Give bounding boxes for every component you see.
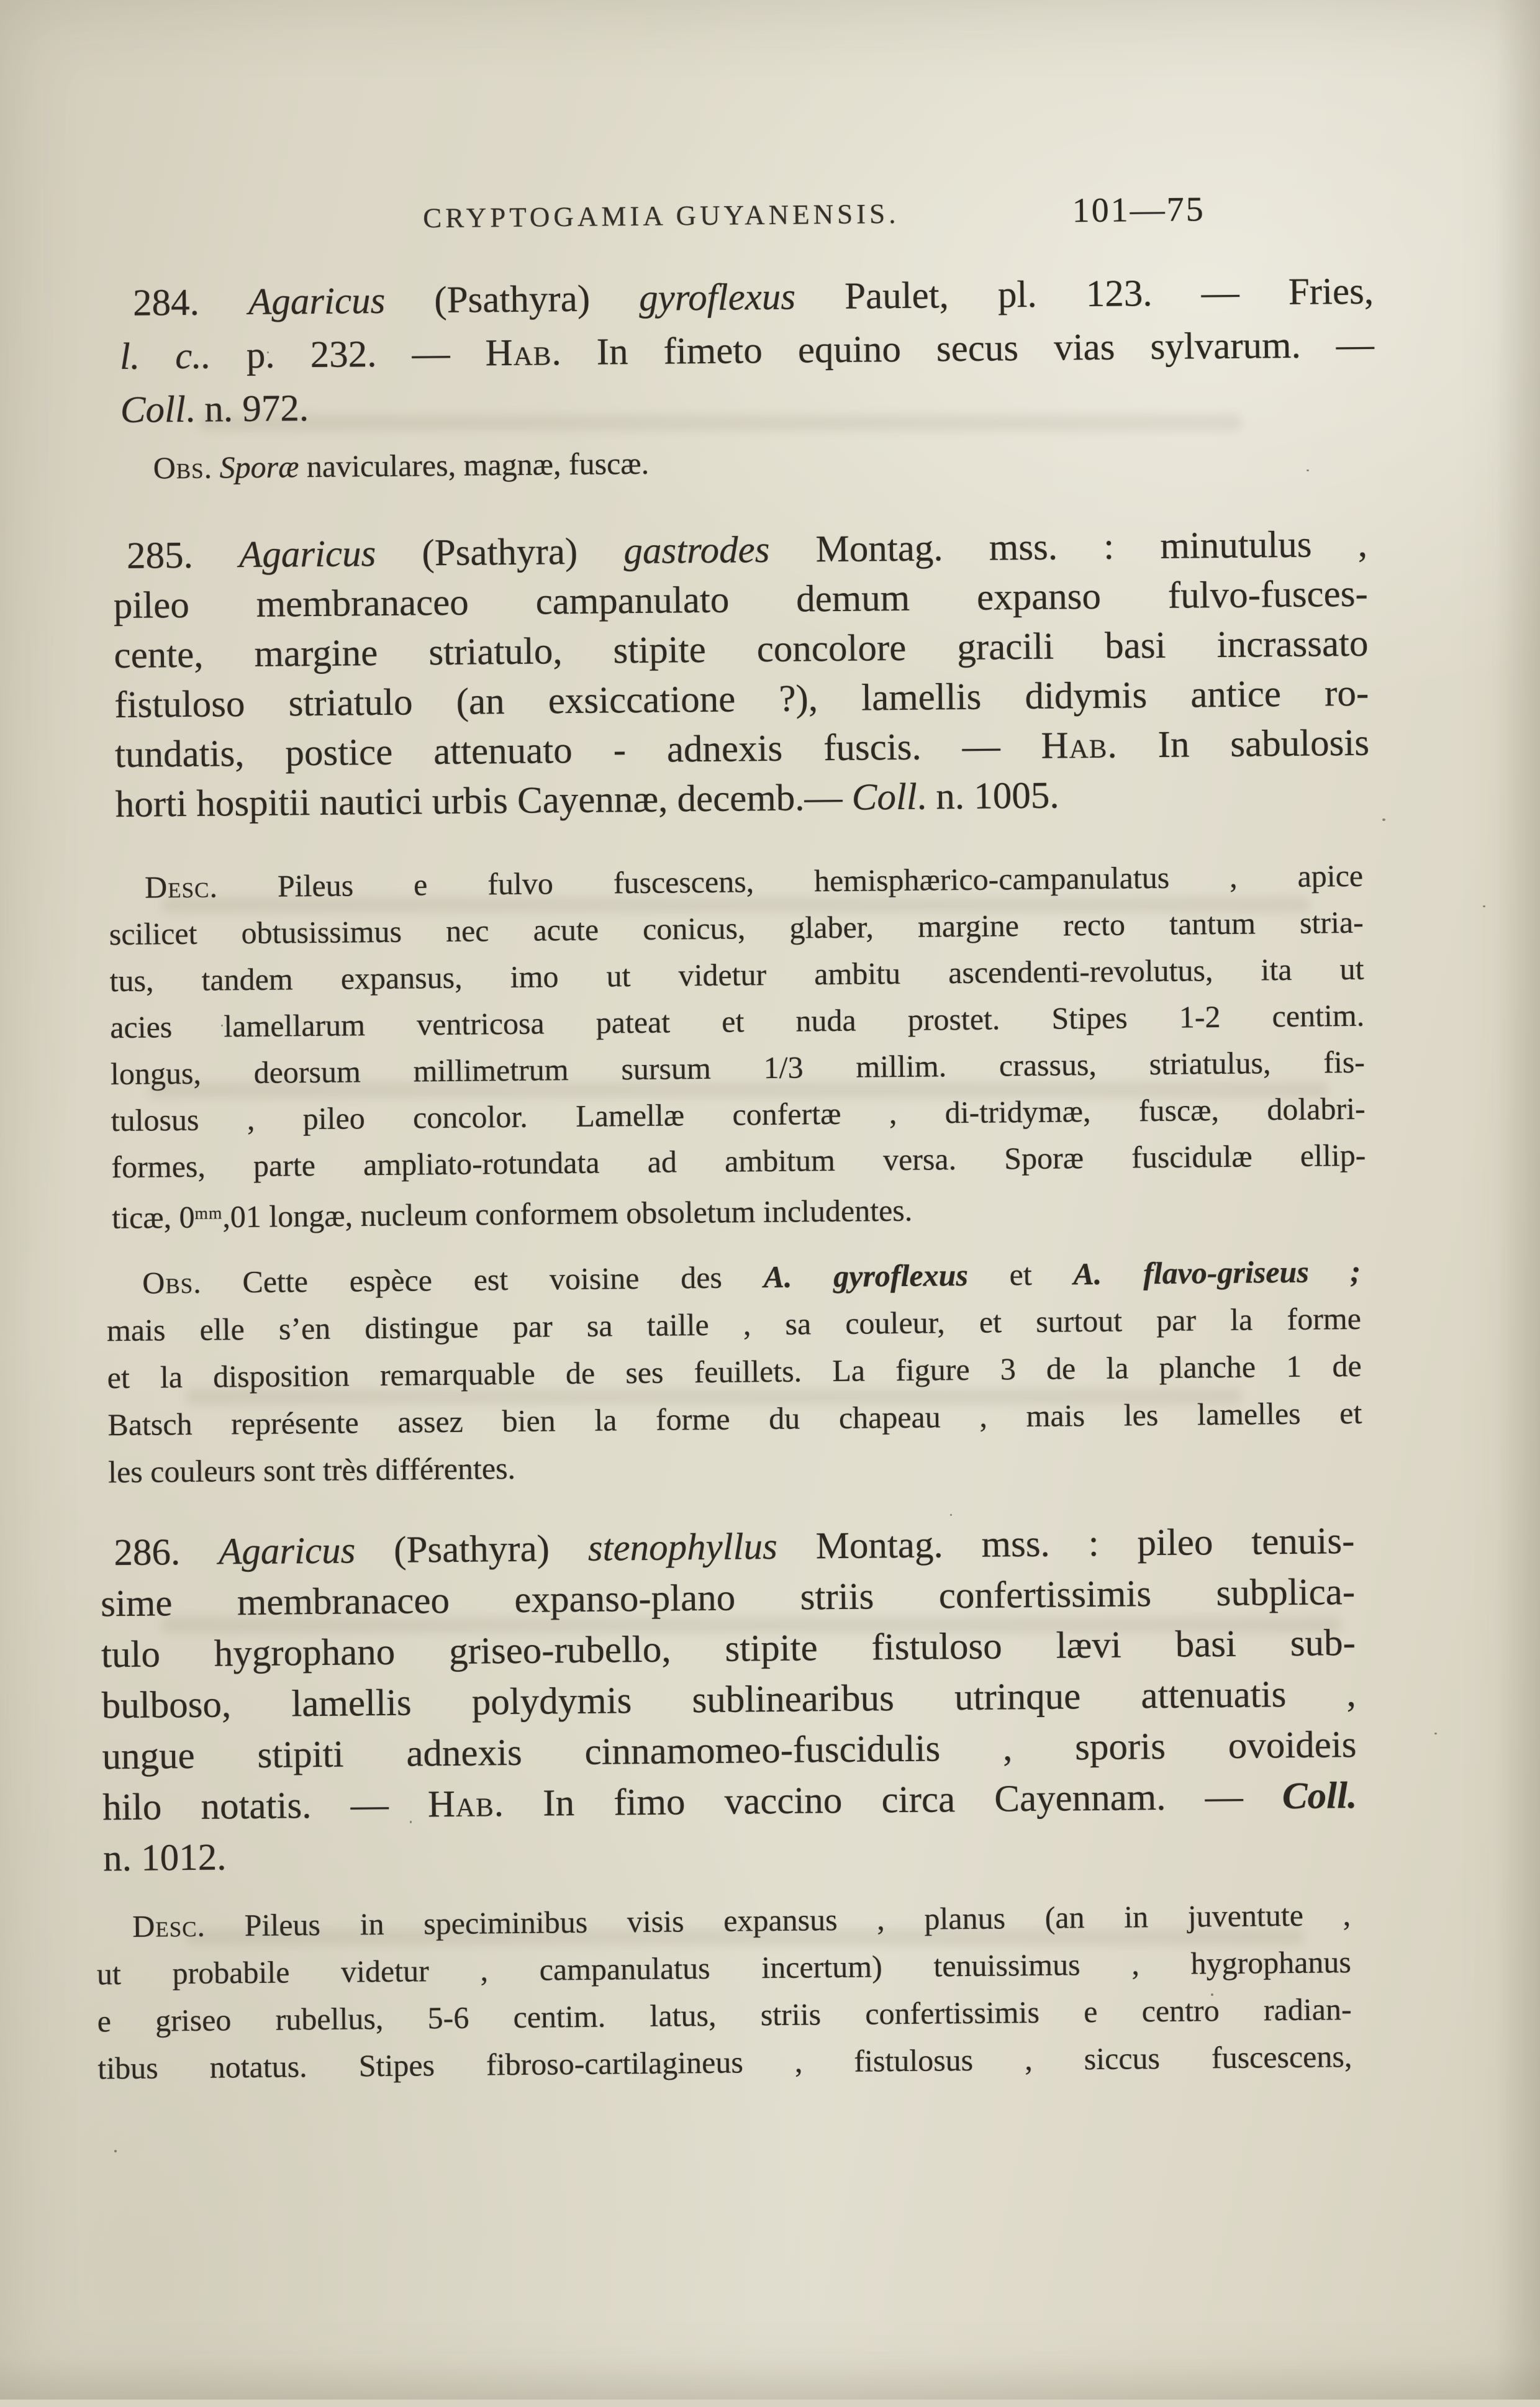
text-line: formes, parte ampliato-rotundata ad ambitum versa. Sporæ fuscidulæ ellip- [111,1137,1366,1185]
paragraph-obs-285 [106,1248,1363,1495]
text-line: 286. Agaricus (Psathyra) stenophyllus Montag. mss. : pileo tenuis- [114,1520,1355,1574]
text-line: tundatis, postice attenuato - adnexis fuscis. — Hab. In sabulosis [114,722,1370,776]
text-line: 285. Agaricus (Psathyra) gastrodes Montag. mss. : minutulus , [126,523,1368,577]
page-edge-shadow-bottom [0,2356,1540,2400]
text-line: mais elle s’en distingue par sa taille , sa couleur, et surtout par la forme [106,1300,1362,1348]
text-line: bulboso, lamellis polydymis sublinearibus utrinque attenuatis , [101,1672,1357,1727]
text-line: scilicet obtusissimus nec acute conicus, glaber, margine recto tantum stria- [109,904,1364,952]
text-line: tulosus , pileo concolor. Lamellæ confertæ , di-tridymæ, fuscæ, dolabri- [111,1090,1366,1138]
text-line: tulo hygrophano griseo-rubello, stipite fistuloso lævi basi sub- [101,1621,1356,1676]
paragraph-desc-285 [109,853,1367,1241]
text-line: Batsch représente assez bien la forme du chapeau , mais les lamelles et [107,1395,1362,1443]
paragraph-entry-284 [119,265,1375,437]
text-line: pileo membranaceo campanulato demum expanso fulvo-fusces- [113,573,1369,627]
text-line: longus, deorsum millimetrum sursum 1/3 millim. crassus, striatulus, fis- [110,1044,1366,1092]
text-line: et la disposition remarquable de ses feuillets. La figure 3 de la planche 1 de [107,1348,1362,1395]
paragraph-entry-285 [113,520,1370,830]
text-line: Obs. Sporæ naviculares, magnæ, fuscæ. [153,445,650,486]
text-line: ungue stipiti adnexis cinnamomeo-fuscidulis , sporis ovoideis [102,1723,1357,1778]
text-line: l. c.. p. 232. — Hab. In fimeto equino secus vias sylvarum. — [119,324,1375,378]
page-edge-shadow-right [1495,0,1540,2400]
text-line: 284. Agaricus (Psathyra) gyroflexus Paulet, pl. 123. — Fries, [132,270,1374,324]
paragraph-desc-286 [96,1891,1352,2092]
text-line: Desc. Pileus e fulvo fuscescens, hemisphærico-campanulatus , apice [144,858,1364,905]
text-line: cente, margine striatulo, stipite concolore gracili basi incrassato [114,622,1369,677]
paragraph-obs-284 [117,433,1372,492]
text-line: fistuloso striatulo (an exsiccatione ?), lamellis didymis antice ro- [114,672,1369,727]
text-line: tibus notatus. Stipes fibroso-cartilagineus , fistulosus , siccus fuscescens, [97,2039,1352,2086]
text-line: Coll. n. 972. [120,388,309,431]
text-line: ticæ, $0^{mm},01$ longæ, nucleum conformem obsoletum includentes. [111,1192,913,1235]
text-line: Desc. Pileus in speciminibus visis expansus , planus (an in juventute , [132,1897,1351,1944]
text-line: les couleurs sont très différentes. [107,1450,516,1490]
text-line: hilo notatis. — Hab. In fimo vaccino circa Cayennam. — Coll. [102,1774,1357,1829]
paragraph-entry-286 [100,1516,1357,1884]
text-line: e griseo rubellus, 5-6 centim. latus, striis confertissimis e centro radian- [97,1992,1352,2039]
text-line: sime membranaceo expanso-plano striis confertissimis subplica- [100,1571,1356,1625]
text-line: acies lamellarum ventricosa pateat et nuda prostet. Stipes 1-2 centim. [110,997,1365,1045]
page-number: 101—75 [1072,190,1206,230]
text-line: Obs. Cette espèce est voisine des A. gyroflexus et A. flavo-griseus ; [142,1253,1361,1300]
text-line: tus, tandem expansus, imo ut videtur ambitu ascendenti-revolutus, ita ut [109,951,1364,999]
running-title: CRYPTOGAMIA GUYANENSIS. [422,197,900,234]
text-line: n. 1012. [102,1836,227,1880]
text-line: ut probabile videtur , campanulatus incertum) tenuissimus , hygrophanus [96,1944,1352,1992]
text-line: horti hospitii nautici urbis Cayennæ, decemb.— Coll. n. 1005. [115,774,1059,826]
